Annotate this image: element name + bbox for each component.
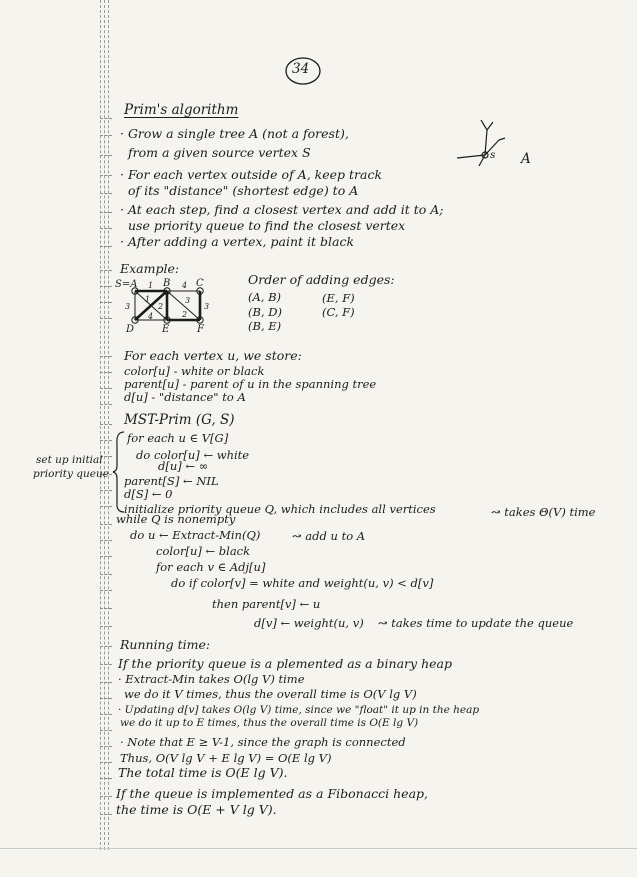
running-time-line-6: · Note that E ≥ V-1, since the graph is connected [120, 735, 406, 749]
sketch-edge-right-tip [499, 138, 505, 140]
code-line-6-note: ↝ takes Θ(V) time [491, 505, 596, 519]
running-time-line-7: Thus, O(V lg V + E lg V) = O(E lg V) [120, 751, 332, 765]
graph-weight-B-C: 4 [182, 281, 188, 290]
graph-weight-A-E: 1 [145, 295, 151, 304]
margin-dash [100, 682, 112, 683]
code-line-13-note: ↝ takes time to update the queue [378, 616, 574, 630]
code-line-13: d[v] ← weight(u, v) [254, 616, 364, 630]
margin-dash [100, 608, 112, 609]
running-time-heading: Running time: [120, 637, 211, 652]
margin-dash [100, 574, 112, 575]
code-line-2: do color[u] ← white [136, 448, 250, 462]
section-title: Prim's algorithm [124, 102, 239, 118]
order-edge-2: (B, D) [248, 305, 282, 319]
code-line-5: d[S] ← 0 [124, 487, 173, 501]
running-time-line-2: · Extract-Min takes O(lg V) time [118, 672, 305, 686]
tree-sketch-diagram [455, 118, 535, 178]
margin-dash [100, 440, 112, 441]
graph-label-B: B [163, 278, 171, 289]
graph-weight-C-F: 3 [204, 302, 210, 311]
margin-dash [100, 228, 112, 229]
init-brace-path [113, 432, 124, 512]
code-line-10: for each v ∈ Adj[u] [156, 560, 266, 574]
example-graph [112, 272, 224, 340]
running-time-line-1: If the priority queue is a plemented as a binary heap [118, 656, 452, 671]
margin-dash [100, 646, 112, 647]
graph-label-C: C [196, 278, 204, 289]
sketch-label-A: A [521, 151, 531, 167]
bullet-grow-tree: · Grow a single tree A (not a forest), [120, 126, 349, 141]
example-heading: Example: [120, 261, 180, 276]
margin-dash [100, 270, 112, 271]
margin-dash [100, 714, 112, 715]
margin-dash [100, 246, 112, 247]
margin-dash [100, 372, 112, 373]
graph-weight-E-F: 2 [182, 310, 188, 319]
graph-label-A: S=A [115, 279, 138, 290]
margin-dash [100, 286, 112, 287]
running-time-line-5: we do it up to E times, thus the overall time is O(E lg V) [120, 717, 419, 729]
margin-dash [100, 388, 112, 389]
order-heading: Order of adding edges: [248, 272, 395, 287]
margin-dash [100, 212, 112, 213]
order-edge-5: (C, F) [322, 305, 355, 319]
graph-weight-B-E: 2 [158, 302, 164, 311]
sketch-edge-left [457, 155, 485, 158]
margin-dash [100, 796, 112, 797]
graph-weight-B-F: 3 [185, 296, 191, 305]
code-line-9: color[u] ← black [156, 544, 251, 558]
graph-label-F: F [197, 324, 204, 335]
sketch-edge-up [485, 130, 487, 155]
margin-dash [100, 155, 112, 156]
margin-dash [100, 318, 112, 319]
code-line-6: initialize priority queue Q, which includes all vertices [124, 502, 436, 516]
store-intro: For each vertex u, we store: [124, 348, 302, 363]
margin-dash [100, 590, 112, 591]
order-edge-4: (E, F) [322, 291, 355, 305]
code-line-3: d[u] ← ∞ [158, 459, 209, 473]
page-bottom-edge [0, 848, 637, 849]
margin-dash [100, 356, 112, 357]
code-line-12: then parent[v] ← u [212, 597, 321, 611]
code-line-4: parent[S] ← NIL [124, 474, 219, 488]
margin-rule-left [100, 0, 101, 850]
margin-dash [100, 626, 112, 627]
bullet-each-step: · At each step, find a closest vertex and add it to A; [120, 202, 444, 217]
margin-dash [100, 424, 112, 425]
pseudocode-header: MST-Prim (G, S) [124, 412, 235, 428]
graph-label-D: D [126, 324, 135, 335]
code-line-8-note: ↝ add u to A [292, 529, 366, 543]
sketch-label-s: s [490, 149, 496, 161]
margin-dash [100, 524, 112, 525]
bullet-track-distance-cont: of its "distance" (shortest edge) to A [128, 183, 359, 198]
running-time-line-4: · Updating d[v] takes O(lg V) time, since we "float" it up in the heap [118, 704, 480, 716]
graph-weight-A-D: 3 [125, 302, 131, 311]
bullet-grow-tree-cont: from a given source vertex S [128, 145, 311, 160]
margin-dash [100, 746, 112, 747]
margin-dash [100, 730, 112, 731]
margin-dash [100, 193, 112, 194]
running-time-line-8: The total time is O(E lg V). [118, 765, 288, 780]
bullet-track-distance: · For each vertex outside of A, keep track [120, 167, 383, 182]
margin-rule-mid [104, 0, 105, 850]
margin-dash [100, 698, 112, 699]
graph-weight-D-E: 4 [148, 312, 154, 321]
code-line-7: while Q is nonempty [116, 512, 236, 526]
running-time-line-10: the time is O(E + V lg V). [116, 802, 277, 817]
margin-dash [100, 762, 112, 763]
order-edge-3: (B, E) [248, 319, 282, 333]
margin-dash [100, 540, 112, 541]
margin-dash [100, 118, 112, 119]
running-time-line-3: we do it V times, thus the overall time is O(V lg V) [124, 687, 417, 701]
store-parent: parent[u] - parent of u in the spanning tree [124, 377, 377, 391]
brace-note-1: set up initial [36, 454, 103, 466]
graph-weight-A-B: 1 [148, 281, 154, 290]
bullet-each-step-cont: use priority queue to find the closest vertex [128, 218, 406, 233]
margin-dash [100, 175, 112, 176]
margin-dash [100, 490, 112, 491]
bullet-paint-black: · After adding a vertex, paint it black [120, 234, 355, 249]
margin-dash [100, 778, 112, 779]
margin-dash [100, 302, 112, 303]
store-distance: d[u] - "distance" to A [124, 390, 246, 404]
running-time-line-9: If the queue is implemented as a Fibonacci heap, [116, 786, 428, 801]
sketch-edge-up-left [481, 120, 487, 130]
page-number: 34 [292, 61, 310, 77]
code-line-11: do if color[v] = white and weight(u, v) < d[v] [171, 576, 434, 590]
margin-dash [100, 135, 112, 136]
order-edge-1: (A, B) [248, 290, 282, 304]
graph-label-E: E [162, 324, 170, 335]
margin-dash [100, 404, 112, 405]
brace-note-2: priority queue [33, 468, 109, 480]
margin-dash [100, 506, 112, 507]
store-color: color[u] - white or black [124, 364, 265, 378]
margin-dash [100, 664, 112, 665]
sketch-edge-up-right [487, 122, 493, 130]
margin-rule-right [108, 0, 109, 850]
code-line-1: for each u ∈ V[G] [127, 431, 229, 445]
code-line-8: do u ← Extract-Min(Q) [130, 528, 261, 542]
margin-dash [100, 556, 112, 557]
margin-dash [100, 814, 112, 815]
